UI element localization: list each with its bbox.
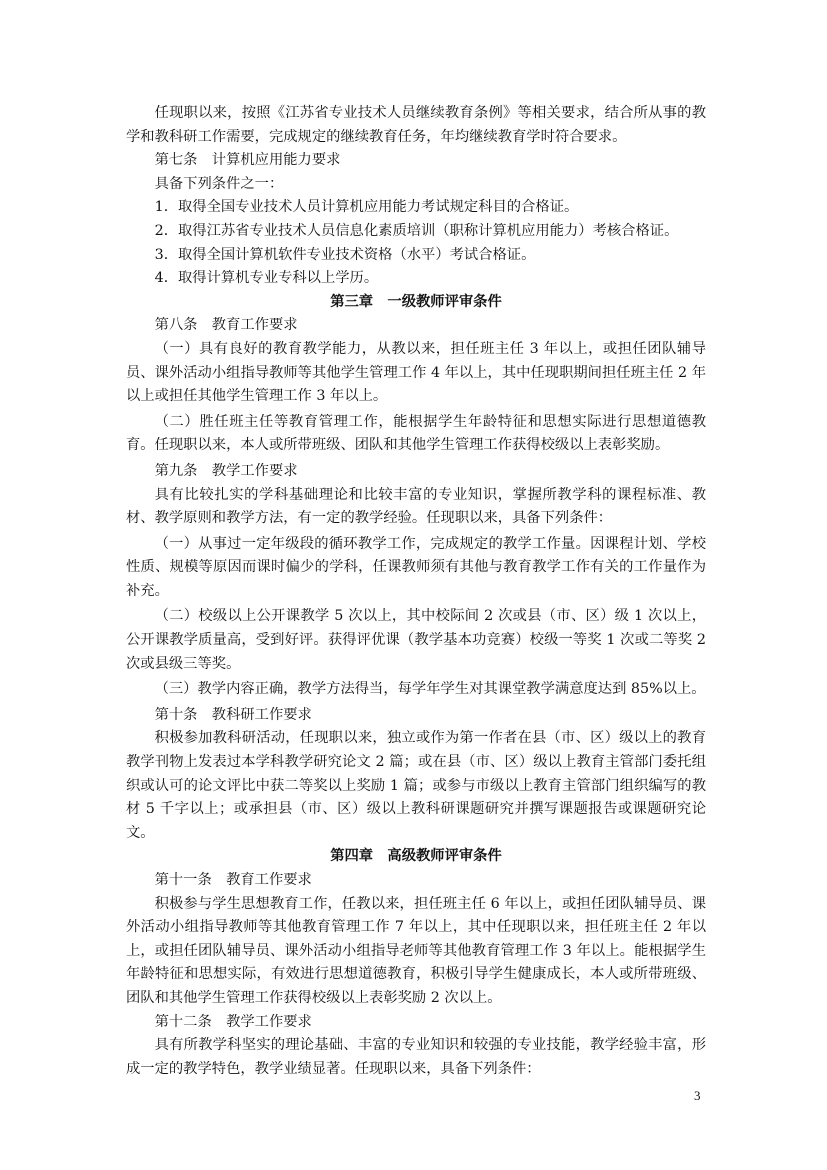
article-10-title: 第十条 教科研工作要求: [154, 706, 312, 723]
paragraph-9-intro: 具有比较扎实的学科基础理论和比较丰富的专业知识，掌握所教学科的课程标准、教材、教学原则和教学方法，有一定的教学经验。任现职以来，具备下列条件：: [126, 486, 706, 527]
page-number: 3: [694, 1088, 701, 1103]
list-item-3: 3．取得全国计算机软件专业技术资格（水平）考试合格证。: [154, 246, 536, 263]
paragraph-9-2: （二）校级以上公开课教学 5 次以上，其中校际间 2 次或县（市、区）级 1 次以上，公开课教学质量高，受到好评。获得评优课（教学基本功竞赛）校级一等奖 1 次或二等奖 2 次或县级三等奖。: [126, 608, 706, 672]
document-body: [126, 102, 706, 1081]
article-11-title: 第十一条 教育工作要求: [154, 872, 312, 888]
paragraph-8-2: （二）胜任班主任等教育管理工作，能根据学生年龄特征和思想实际进行思想道德教育。任现职以来，本人或所带班级、团队和其他学生管理工作获得校级以上表彰奖励。: [126, 413, 706, 454]
paragraph-conditions-intro: 具备下列条件之一：: [154, 175, 284, 192]
paragraph-9-3: （三）教学内容正确，教学方法得当，每学年学生对其课堂教学满意度达到 85%以上。: [154, 681, 706, 698]
list-item-1: 1．取得全国专业技术人员计算机应用能力考试规定科目的合格证。: [154, 199, 579, 216]
article-12-title: 第十二条 教学工作要求: [154, 1013, 312, 1030]
article-8-title: 第八条 教育工作要求: [154, 317, 298, 334]
paragraph-11-body: 积极参与学生思想教育工作，任教以来，担任班主任 6 年以上，或担任团队辅导员、课外活动小组指导教师等其他教育管理工作 7 年以上，其中任现职以来，担任班主任 2 年以上，或担任团队辅导员、课外活动小组指导老师等其他教育管理工作 3 年以上。能根据学生年龄特征和思想实际，有效进行思想道德教育，积极引导学生健康成长，本人或所带班级、团队和其他学生管理工作获得校级以上表彰奖励 2 次以上。: [126, 895, 706, 1006]
paragraph-12-body: 具有所教学科坚实的理论基础、丰富的专业知识和较强的专业技能，教学经验丰富，形成一定的教学特色，教学业绩显著。任现职以来，具备下列条件：: [126, 1037, 706, 1077]
paragraph-continuing-education: 任现职以来，按照《江苏省专业技术人员继续教育条例》等相关要求，结合所从事的教学和教科研工作需要，完成规定的继续教育任务，年均继续教育学时符合要求。: [126, 105, 706, 145]
list-item-2: 2．取得江苏省专业技术人员信息化素质培训（职称计算机应用能力）考核合格证。: [154, 222, 679, 239]
article-9-title: 第九条 教学工作要求: [154, 462, 298, 479]
chapter-4-heading: 第四章 高级教师评审条件: [330, 848, 502, 865]
paragraph-9-1: （一）从事过一定年级段的循环教学工作，完成规定的教学工作量。因课程计划、学校性质、规模等原因而课时偏少的学科，任课教师须有其他与教育教学工作有关的工作量作为补充。: [126, 535, 706, 599]
paragraph-10-body: 积极参加教科研活动，任现职以来，独立或作为第一作者在县（市、区）级以上的教育教学刊物上发表过本学科教学研究论文 2 篇；或在县（市、区）级以上教育主管部门委托组织或认可的论文评比中获二等奖以上奖励 1 篇；或参与市级以上教育主管部门组织编写的教材 5 千字以上；或承担县（市、区）级以上教科研课题研究并撰写课题报告或课题研究论文。: [126, 730, 706, 841]
chapter-3-heading: 第三章 一级教师评审条件: [330, 293, 502, 310]
article-7-title: 第七条 计算机应用能力要求: [154, 152, 341, 169]
list-item-4: 4．取得计算机专业专科以上学历。: [154, 270, 379, 287]
paragraph-8-1: （一）具有良好的教育教学能力，从教以来，担任班主任 3 年以上，或担任团队辅导员、课外活动小组指导教师等其他学生管理工作 4 年以上，其中任现职期间担任班主任 2 年以上或担任其他学生管理工作 3 年以上。: [126, 340, 706, 405]
